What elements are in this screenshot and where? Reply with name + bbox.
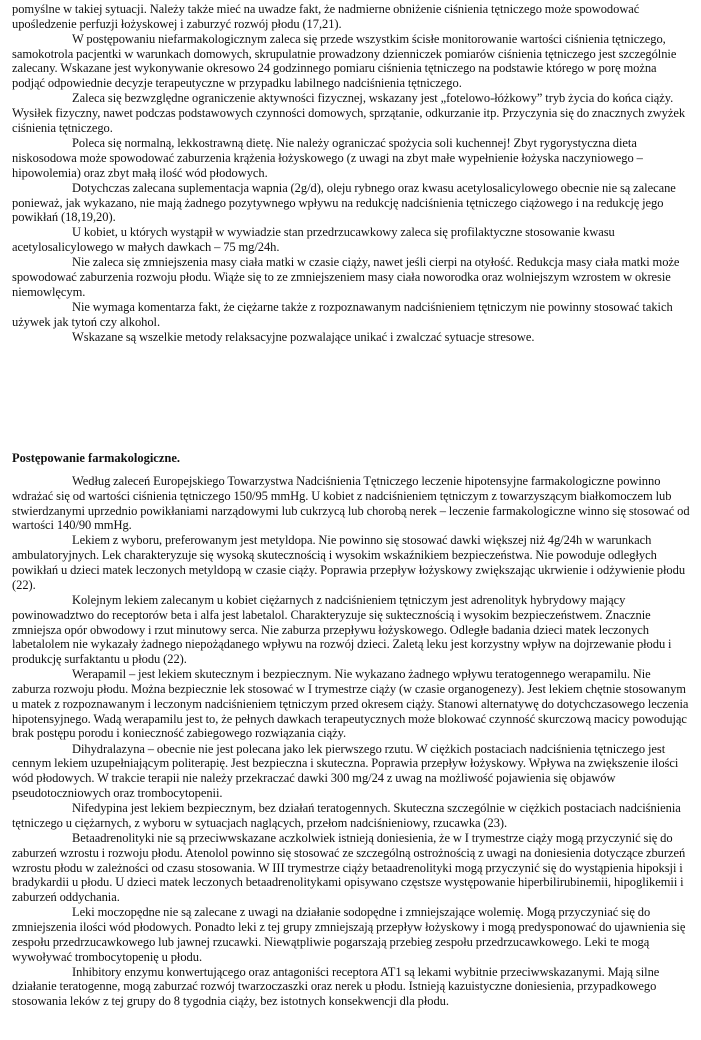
pharmacological-section [12,474,691,1009]
paragraph: Inhibitory enzymu konwertującego oraz antagoniści receptora AT1 są lekami wybitnie przeciwwskazanymi. Mają silne działanie teratogenne, mogą zaburzać rozwój twarzoczaszki oraz nerek u płodu. Istnieją kazuistyczne doniesienia, przypadkowego stosowania leków z tej grupy do 8 tygodnia ciąży, bez istotnych konsekwencji dla płodu. [12,964,660,1009]
section-heading-block [12,451,691,466]
section-heading: Postępowanie farmakologiczne. [12,451,181,465]
paragraph: Nifedypina jest lekiem bezpiecznym, bez działań teratogennych. Skuteczna szczególnie w ciężkich postaciach nadciśnienia tętniczego u ciężarnych, z wyboru w sytuacjach naglących, przełom nadciśnieniowy, rzucawka (23). [12,801,681,830]
paragraph: Poleca się normalną, lekkostrawną dietę. Nie należy ograniczać spożycia soli kuchennej! Zbyt rygorystyczna dieta niskosodowa może spowodować zaburzenia krążenia łożyskowego (z uwagi na zbyt małe wypełnienie łożyska naczyniowego – hipowolemia) oraz zbyt małą ilość wód płodowych. [12,136,643,180]
paragraph: pomyślne w takiej sytuacji. Należy także mieć na uwadze fakt, że nadmierne obniżenie ciśnienia tętniczego może spowodować upośledzenie perfuzji łożyskowej i zaburzyć rozwój płodu (17,21). [12,2,640,31]
paragraph: Werapamil – jest lekiem skutecznym i bezpiecznym. Nie wykazano żadnego wpływu teratogennego werapamilu. Nie zaburza rozwoju płodu. Można bezpiecznie lek stosować w I trymestrze ciąży (w czasie organogenezy). Jest lekiem chętnie stosowanym u matek z rozpoznawanym i leczonym nadciśnieniem tętniczym przed okresem ciąży. Stanowi alternatywę do dotychczasowego leczenia hipotensyjnego. Wadą werapamilu jest to, że pełnych dawkach terapeutycznych może blokować czynność skurczową macicy powodując brak postępu porodu i konieczność zabiegowego rozwiązania ciąży. [12,667,689,741]
paragraph: Wskazane są wszelkie metody relaksacyjne pozwalające unikać i zwalczać sytuacje stresowe. [72,329,535,344]
paragraph: Betaadrenolityki nie są przeciwwskazane aczkolwiek istnieją doniesienia, że w I trymestrze ciąży mogą przyczynić się do zaburzeń wzrostu i rozwoju płodu. Atenolol powinno się stosować ze szczególną ostrożnością z uwagi na doniesienia dotyczące zburzeń wzrostu płodu w zależności od czasu stosowania. W III trymestrze ciąży betaadrenolityki mogą przyczynić się do wystąpienia hipoksji i bradykardii u płodu. U dzieci matek leczonych betaadrenolitykami opisywano częstsze występowanie hiperbilirubinemii, hipoglikemii i zaburzeń oddychania. [12,830,686,905]
paragraph: Dotychczas zalecana suplementacja wapnia (2g/d), oleju rybnego oraz kwasu acetylosalicylowego obecnie nie są zalecane ponieważ, jak wykazano, nie mają żadnego pozytywnego wpływu na redukcję nadciśnienia tętniczego ciążowego i na redukcję jego powikłań (18,19,20). [12,180,676,225]
paragraph: Według zaleceń Europejskiego Towarzystwa Nadciśnienia Tętniczego leczenie hipotensyjne farmakologiczne powinno wdrażać się od wartości ciśnienia tętniczego 150/95 mmHg. U kobiet z nadciśnieniem tętniczym z towarzyszącym białkomoczem lub stwierdzanymi uprzednio powikłaniami narządowymi lub cukrzycą lub chorobą nerek – leczenie farmakologiczne winno się stosować od wartości 140/90 mmHg. [12,474,690,533]
paragraph: Zaleca się bezwzględne ograniczenie aktywności fizycznej, wskazany jest „fotelowo-łóżkowy” tryb życia do końca ciąży. Wysiłek fizyczny, nawet podczas podstawowych czynności domowych, sprzątanie, odkurzanie itp. Przyczynia się do znacznych zwyżek ciśnienia tętniczego. [12,91,686,135]
non-pharmacological-section [12,2,691,345]
paragraph: Leki moczopędne nie są zalecane z uwagi na działanie sodopędne i zmniejszające wolemię. Mogą przyczyniać się do zmniejszenia ilości wód płodowych. Ponadto leki z tej grupy zmniejszają przepływ łożyskowy i mogą predysponować do ujawnienia się zespołu przedrzucawkowego lub jawnej rzucawki. Niewątpliwie pogarszają przebieg zespołu przedrzucawkowego. Leki te mogą wywoływać trombocytopenię u płodu. [12,905,686,964]
paragraph: Nie zaleca się zmniejszenia masy ciała matki w czasie ciąży, nawet jeśli cierpi na otyłość. Redukcja masy ciała matki może spowodować zaburzenia rozwoju płodu. Wiąże się to ze zmniejszeniem masy ciała noworodka oraz wolniejszym wzrostem w okresie niemowlęcym. [12,255,680,299]
paragraph: W postępowaniu niefarmakologicznym zaleca się przede wszystkim ścisłe monitorowanie wartości ciśnienia tętniczego, samokotrola pacjentki w warunkach domowych, skrupulatnie prowadzony dzienniczek pomiarów ciśnienia tętniczego jest szczególnie zalecany. Wskazane jest wykonywanie okresowo 24 godzinnego pomiaru ciśnienia tętniczego na podstawie którego w porę można podjąć odpowiednie decyzje terapeutyczne w przypadku labilnego nadciśnienia tętniczego. [12,31,677,91]
paragraph: Dihydralazyna – obecnie nie jest polecana jako lek pierwszego rzutu. W ciężkich postaciach nadciśnienia tętniczego jest cennym lekiem uzupełniającym politerapię. Jest bezpieczna i skuteczna. Poprawia przepływ łożyskowy. Wpływa na zwiększenie ilości wód płodowych. W trakcie terapii nie należy przekraczać dawki 300 mg/24 z uwag na możliwość pojawienia się objawów pseudotoczniowych oraz trombocytopenii. [12,741,679,800]
paragraph: Lekiem z wyboru, preferowanym jest metyldopa. Nie powinno się stosować dawki większej niż 4g/24h w warunkach ambulatoryjnych. Lek charakteryzuje się wysoką skutecznością i wysokim wskaźnikiem bezpieczeństwa. Nie powoduje odległych powikłań u dzieci matek leczonych metyldopą w czasie ciąży. Poprawia przepływ łożyskowy zwiększając ukrwienie i odżywienie płodu (22). [12,533,686,592]
paragraph: Nie wymaga komentarza fakt, że ciężarne także z rozpoznawanym nadciśnieniem tętniczym nie powinny stosować takich używek jak tytoń czy alkohol. [12,300,673,329]
paragraph: Kolejnym lekiem zalecanym u kobiet ciężarnych z nadciśnieniem tętniczym jest adrenolityk hybrydowy mający powinowadztwo do receptorów beta i alfa jest labetalol. Charakteryzuje się suktecznością i wysokim bezpieczeństwem. Znacznie zmniejsza opór obwodowy i rzut minutowy serca. Nie zaburza przepływu łożyskowego. Odległe badania dzieci matek leczonych labetalolem nie wykazały żadnego niepożądanego wpływu na rozwój dzieci. Zaletą leku jest korzystny wpływ na dojrzewanie płodu i produkcję surfaktantu u płodu (22). [12,592,672,667]
paragraph: U kobiet, u których wystąpił w wywiadzie stan przedrzucawkowy zaleca się profilaktyczne stosowanie kwasu acetylosalicylowego w małych dawkach – 75 mg/24h. [12,225,615,255]
